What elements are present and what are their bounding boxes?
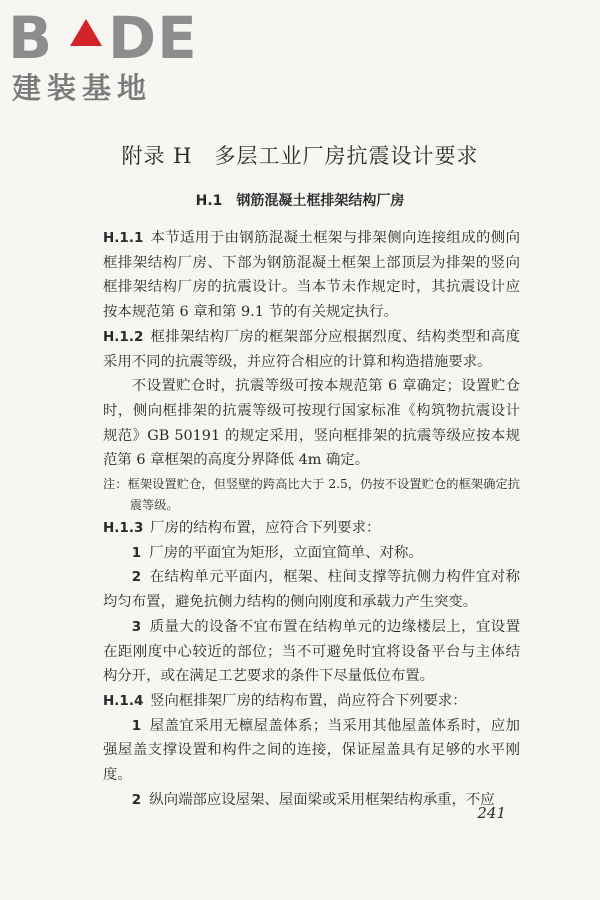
clause-number: H.1.4 <box>103 692 144 709</box>
clause-text: 框排架结构厂房的框架部分应根据烈度、结构类型和高度采用不同的抗震等级，并应符合相应的计算和构造措施要求。 <box>103 328 520 370</box>
clause-text: 厂房的结构布置，应符合下列要求： <box>150 520 381 537</box>
clause-number: H.1.2 <box>103 328 144 345</box>
item-number: 1 <box>131 544 142 561</box>
item-text: 在结构单元平面内，框架、柱间支撑等抗侧力构件宜对称均匀布置，避免抗侧力结构的侧向刚度和承载力产生突变。 <box>103 569 520 611</box>
item-text: 屋盖宜采用无檩屋盖体系；当采用其他屋盖体系时，应加强屋盖支撑设置和构件之间的连接，保证屋盖具有足够的水平刚度。 <box>103 717 520 784</box>
clause-number: H.1.1 <box>103 230 144 246</box>
clause-h111 <box>103 226 520 325</box>
clause-h112 <box>103 325 520 374</box>
list-item <box>103 788 520 813</box>
item-text: 厂房的平面宜为矩形，立面宜简单、对称。 <box>149 544 423 561</box>
list-item <box>103 565 520 614</box>
clause-h114 <box>103 689 520 714</box>
list-item <box>103 541 520 566</box>
section-title <box>0 190 600 210</box>
item-text: 质量大的设备不宜布置在结构单元的边缘楼层上，宜设置在距刚度中心较近的部位；当不可避免时宜将设备平台与主体结构分开，或在满足工艺要求的条件下尽量低位布置。 <box>103 618 520 685</box>
clause-number: H.1.3 <box>103 520 144 537</box>
clause-h113 <box>103 516 520 541</box>
item-number: 2 <box>131 569 142 586</box>
logo-subtitle: 建装基地 <box>12 71 153 105</box>
page-number: 241 <box>477 804 506 822</box>
appendix-title <box>0 140 600 170</box>
svg-text:BDE: B DE <box>8 6 198 68</box>
item-number: 1 <box>131 717 142 734</box>
clause-h112-note: 注：框架设置贮仓，但竖壁的跨高比大于 2.5，仍按不设置贮仓的框架确定抗震等级。 <box>103 477 520 513</box>
section-number: H.1 <box>195 193 223 209</box>
appendix-title-text: 多层工业厂房抗震设计要求 <box>214 144 479 168</box>
clause-text: 竖向框排架厂房的结构布置，尚应符合下列要求： <box>150 692 467 709</box>
list-item <box>103 714 520 788</box>
bade-logo-wordmark <box>8 6 208 68</box>
appendix-label: 附录 H <box>121 144 193 168</box>
item-text: 纵向端部应设屋架、屋面梁或采用框架结构承重，不应 <box>149 791 495 808</box>
section-title-text: 钢筋混凝土框排架结构厂房 <box>236 193 405 209</box>
logo-red-triangle-icon <box>70 19 102 46</box>
list-item <box>103 615 520 689</box>
clause-h112-paragraph: 不设置贮仓时，抗震等级可按本规范第 6 章确定；设置贮仓时，侧向框排架的抗震等级可按现行国家标准《构筑物抗震设计规范》GB 50191 的规定采用，竖向框排架的抗震等级应按本规范第 6 章框架的高度分界降低 4m 确定。 <box>103 378 520 469</box>
clause-text: 本节适用于由钢筋混凝土框架与排架侧向连接组成的侧向框排架结构厂房、下部为钢筋混凝土框架上部顶层为排架的竖向框排架结构厂房的抗震设计。当本节未作规定时，其抗震设计应按本规范第 6 章和第 9.1 节的有关规定执行。 <box>103 230 520 321</box>
document-body <box>103 226 520 812</box>
item-number: 2 <box>131 791 142 808</box>
item-number: 3 <box>131 618 142 635</box>
